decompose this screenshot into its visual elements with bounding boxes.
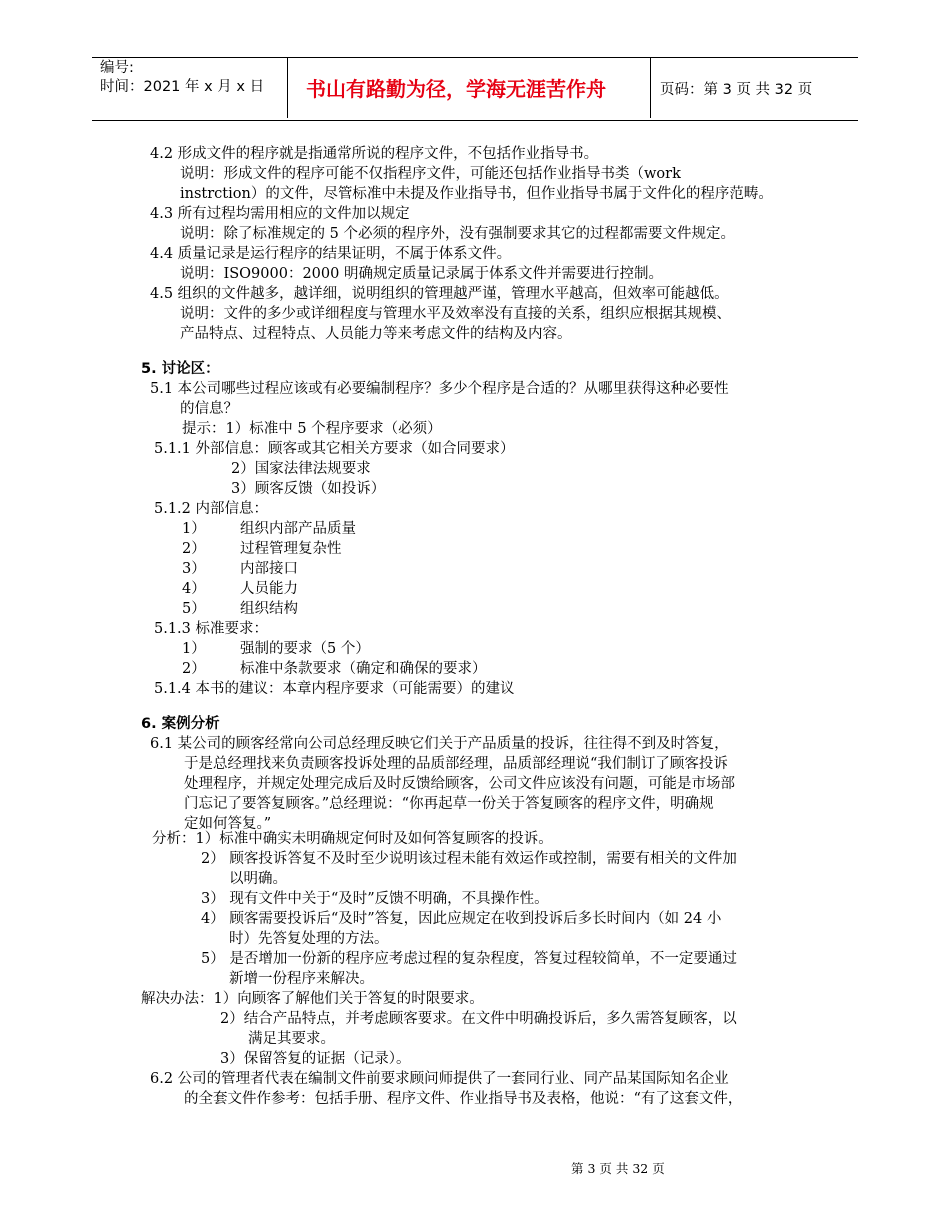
- solution-2: 2）结合产品特点，并考虑顾客要求。在文件中明确投诉后，多久需答复顾客，以: [220, 1011, 737, 1027]
- line-5-1-1: 5.1.1 外部信息：顾客或其它相关方要求（如合同要求）: [154, 441, 515, 457]
- analysis-3: 3） 现有文件中关于“及时”反馈不明确，不具操作性。: [201, 891, 549, 907]
- line-6-2: 6.2 公司的管理者代表在编制文件前要求顾问师提供了一套同行业、同产品某国际知名企业: [150, 1071, 729, 1087]
- line-4-2-note-2: instrction）的文件，尽管标准中未提及作业指导书，但作业指导书属于文件化的程序范畴。: [180, 186, 773, 202]
- list-text-3: 内部接口: [240, 561, 298, 577]
- line-4-4: 4.4 质量记录是运行程序的结果证明，不属于体系文件。: [150, 246, 512, 262]
- list-text-4: 人员能力: [240, 581, 298, 597]
- line-4-5-note-2: 产品特点、过程特点、人员能力等来考虑文件的结构及内容。: [180, 326, 572, 342]
- line-6-1: 6.1 某公司的顾客经常向公司总经理反映它们关于产品质量的投诉，往往得不到及时答复，: [150, 736, 729, 752]
- analysis-5-cont: 新增一份程序来解决。: [229, 971, 374, 987]
- analysis-5: 5） 是否增加一份新的程序应考虑过程的复杂程度，答复过程较简单，不一定要通过: [201, 951, 737, 967]
- analysis-1: 分析：1）标准中确实未明确规定何时及如何答复顾客的投诉。: [152, 831, 553, 847]
- section-5-heading: 5. 讨论区：: [141, 361, 220, 377]
- list-num-2: 2）: [182, 541, 206, 557]
- line-5-1-1-item-2: 2）国家法律法规要求: [231, 461, 371, 477]
- line-4-3: 4.3 所有过程均需用相应的文件加以规定: [150, 206, 410, 222]
- line-4-4-note: 说明：ISO9000：2000 明确规定质量记录属于体系文件并需要进行控制。: [180, 266, 663, 282]
- header-divider-left: [287, 58, 288, 118]
- std-text-2: 标准中条款要求（确定和确保的要求）: [240, 661, 487, 677]
- list-text-1: 组织内部产品质量: [240, 521, 356, 537]
- std-text-1: 强制的要求（5 个）: [240, 641, 370, 657]
- analysis-2-cont: 以明确。: [229, 871, 287, 887]
- solution-3: 3）保留答复的证据（记录）。: [220, 1051, 411, 1067]
- line-5-1-1-item-3: 3）顾客反馈（如投诉）: [231, 481, 386, 497]
- header-top-rule: [92, 57, 858, 58]
- line-5-1-cont: 的信息？: [180, 401, 238, 417]
- analysis-2: 2） 顾客投诉答复不及时至少说明该过程未能有效运作或控制，需要有相关的文件加: [201, 851, 737, 867]
- list-num-3: 3）: [182, 561, 206, 577]
- header-divider-right: [650, 58, 651, 118]
- line-5-1-3: 5.1.3 标准要求：: [154, 621, 269, 637]
- solution-1: 解决办法：1）向顾客了解他们关于答复的时限要求。: [141, 991, 484, 1007]
- line-6-1-cont-3: 门忘记了要答复顾客。”总经理说：“你再起草一份关于答复顾客的程序文件，明确规: [184, 796, 714, 812]
- analysis-4: 4） 顾客需要投诉后“及时”答复，因此应规定在收到投诉后多长时间内（如 24 小: [201, 911, 722, 927]
- header-bottom-rule: [92, 120, 858, 121]
- line-6-1-cont-4: 定如何答复。”: [184, 816, 272, 832]
- document-number-label: 编号:: [100, 60, 134, 76]
- list-text-2: 过程管理复杂性: [240, 541, 342, 557]
- solution-2-cont: 满足其要求。: [248, 1031, 335, 1047]
- page-footer: 第 3 页 共 32 页: [571, 1161, 665, 1176]
- line-6-1-cont-2: 处理程序，并规定处理完成后及时反馈给顾客，公司文件应该没有问题，可能是市场部: [184, 776, 735, 792]
- line-5-1-2: 5.1.2 内部信息：: [154, 501, 269, 517]
- line-6-1-cont-1: 于是总经理找来负责顾客投诉处理的品质部经理，品质部经理说“我们制订了顾客投诉: [184, 756, 728, 772]
- section-6-heading: 6. 案例分析: [141, 716, 220, 732]
- line-5-1: 5.1 本公司哪些过程应该或有必要编制程序？多少个程序是合适的？从哪里获得这种必要性: [150, 381, 729, 397]
- list-num-5: 5）: [182, 601, 206, 617]
- line-5-1-hint: 提示：1）标准中 5 个程序要求（必须）: [182, 421, 442, 437]
- line-4-2-note-1: 说明：形成文件的程序可能不仅指程序文件，可能还包括作业指导书类（work: [180, 166, 681, 182]
- line-4-2: 4.2 形成文件的程序就是指通常所说的程序文件，不包括作业指导书。: [150, 146, 599, 162]
- line-4-3-note: 说明：除了标准规定的 5 个必须的程序外，没有强制要求其它的过程都需要文件规定。: [180, 226, 735, 242]
- line-5-1-4: 5.1.4 本书的建议：本章内程序要求（可能需要）的建议: [154, 681, 515, 697]
- list-text-5: 组织结构: [240, 601, 298, 617]
- line-4-5: 4.5 组织的文件越多，越详细，说明组织的管理越严谨，管理水平越高，但效率可能越低。: [150, 286, 729, 302]
- std-num-1: 1）: [182, 641, 206, 657]
- analysis-4-cont: 时）先答复处理的方法。: [229, 931, 389, 947]
- line-4-5-note-1: 说明：文件的多少或详细程度与管理水平及效率没有直接的关系，组织应根据其规模、: [180, 306, 731, 322]
- document-time: 时间：2021 年 x 月 x 日: [100, 79, 265, 95]
- list-num-4: 4）: [182, 581, 206, 597]
- std-num-2: 2）: [182, 661, 206, 677]
- header-page-info: 页码：第 3 页 共 32 页: [660, 82, 813, 98]
- line-6-2-cont: 的全套文件作参考：包括手册、程序文件、作业指导书及表格，他说：“有了这套文件，: [184, 1091, 743, 1107]
- list-num-1: 1）: [182, 521, 206, 537]
- header-motto: 书山有路勤为径，学海无涯苦作舟: [306, 77, 606, 101]
